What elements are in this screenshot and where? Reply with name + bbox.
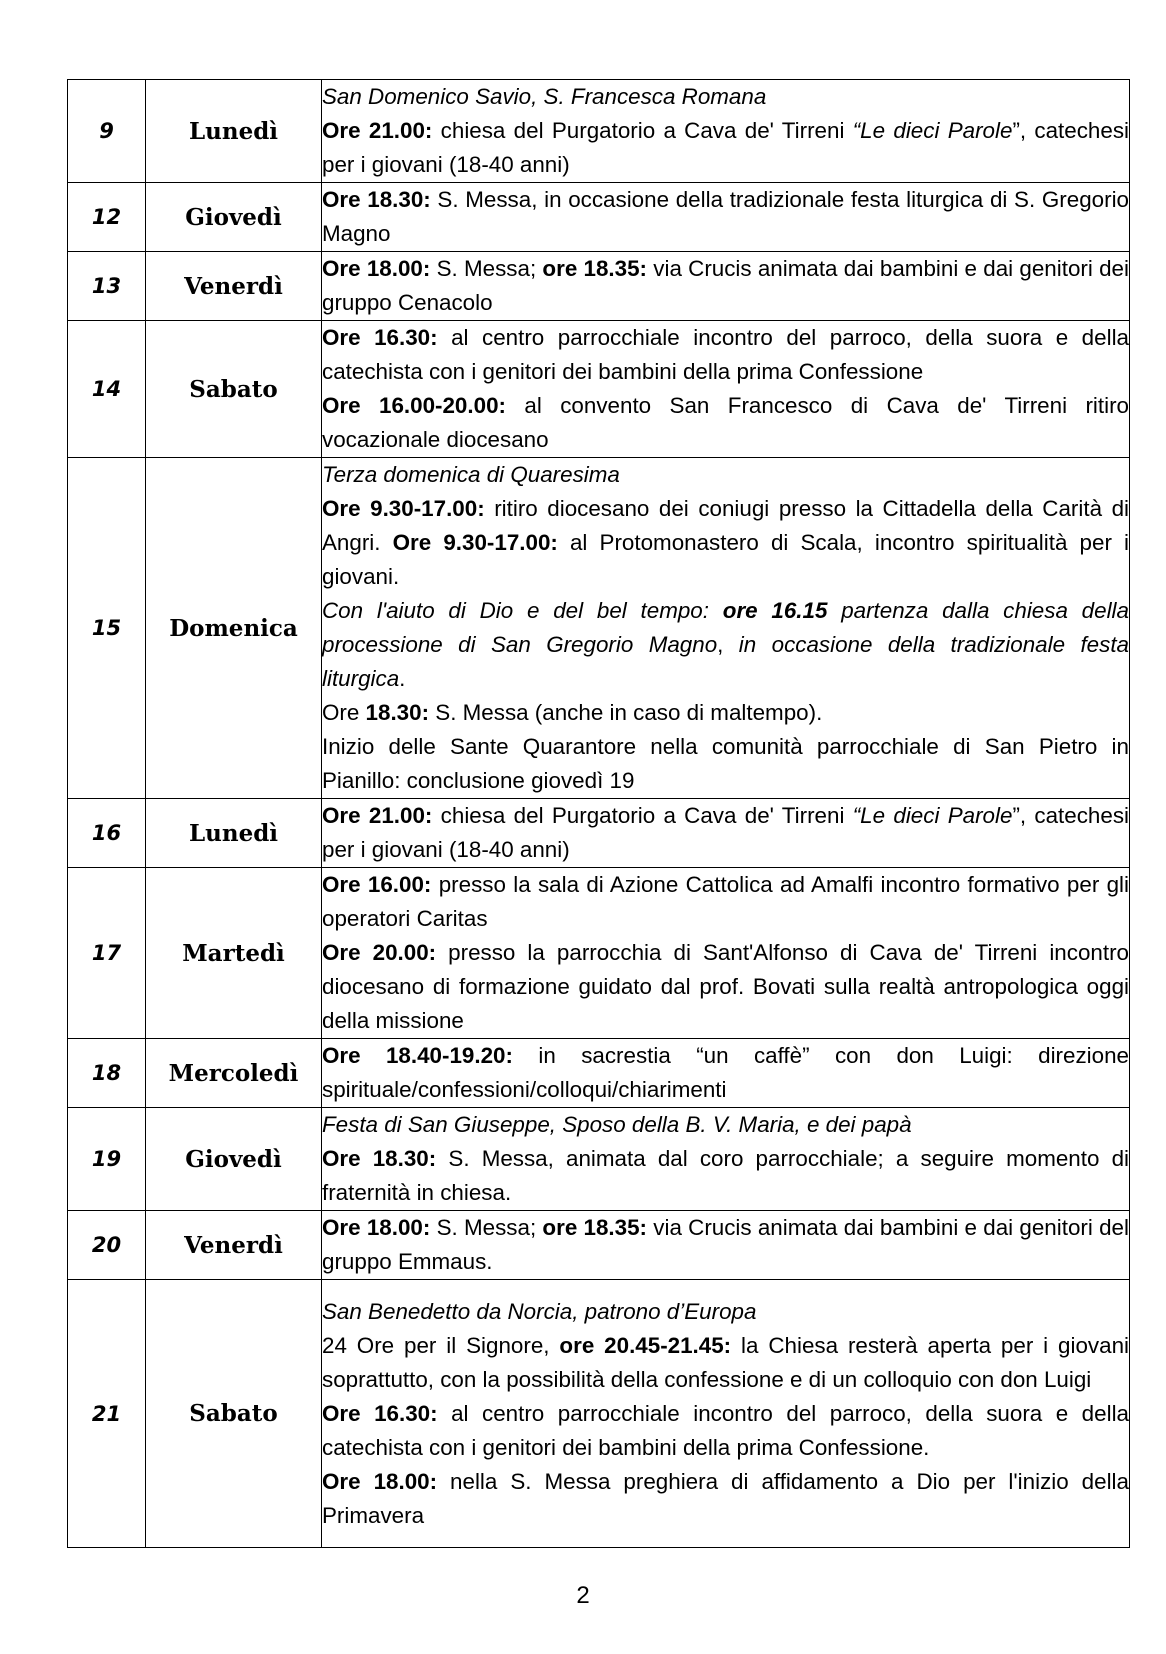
day-number: 16: [68, 799, 146, 868]
day-number: 15: [68, 458, 146, 799]
event-description: San Domenico Savio, S. Francesca Romana Ore 21.00: chiesa del Purgatorio a Cava de' Tirreni “Le dieci Parole”, catechesi per i giovani (18-40 anni): [322, 80, 1130, 183]
table-row: [68, 183, 1130, 252]
day-number: 13: [68, 252, 146, 321]
table-row: [68, 1280, 1130, 1548]
weekday: Giovedì: [146, 1108, 322, 1211]
day-number: 12: [68, 183, 146, 252]
table-row: [68, 80, 1130, 183]
weekday: Lunedì: [146, 80, 322, 183]
table-row: [68, 458, 1130, 799]
page-number: 2: [576, 1582, 590, 1609]
table-row: [68, 1108, 1130, 1211]
weekday: Mercoledì: [146, 1039, 322, 1108]
day-number: 19: [68, 1108, 146, 1211]
event-description: San Benedetto da Norcia, patrono d’Europa 24 Ore per il Signore, ore 20.45-21.45: la Chiesa resterà aperta per i giovani soprattutto, con la possibilità della confessione e di un colloquio con don Luigi Ore 16.30: al centro parrocchiale incontro del parroco, della suora e della catechista con i genitori dei bambini della prima Confessione. Ore 18.00: nella S. Messa preghiera di affidamento a Dio per l'inizio della Primavera: [322, 1280, 1130, 1548]
day-number: 14: [68, 321, 146, 458]
event-description: Ore 18.00: S. Messa; ore 18.35: via Crucis animata dai bambini e dai genitori del gruppo Emmaus.: [322, 1211, 1130, 1280]
day-number: 20: [68, 1211, 146, 1280]
event-description: Ore 18.00: S. Messa; ore 18.35: via Crucis animata dai bambini e dai genitori dei gruppo Cenacolo: [322, 252, 1130, 321]
table-row: [68, 1039, 1130, 1108]
weekday: Giovedì: [146, 183, 322, 252]
weekday: Venerdì: [146, 252, 322, 321]
event-description: Terza domenica di Quaresima Ore 9.30-17.00: ritiro diocesano dei coniugi presso la Cittadella della Carità di Angri. Ore 9.30-17.00: al Protomonastero di Scala, incontro spiritualità per i giovani. Con l'aiuto di Dio e del bel tempo: ore 16.15 partenza dalla chiesa della processione di San Gregorio Magno, in occasione della tradizionale festa liturgica. Ore 18.30: S. Messa (anche in caso di maltempo). Inizio delle Sante Quarantore nella comunità parrocchiale di San Pietro in Pianillo: conclusione giovedì 19: [322, 458, 1130, 799]
table-row: [68, 252, 1130, 321]
event-description: Ore 16.00: presso la sala di Azione Cattolica ad Amalfi incontro formativo per gli operatori Caritas Ore 20.00: presso la parrocchia di Sant'Alfonso di Cava de' Tirreni incontro diocesano di formazione guidato dal prof. Bovati sulla realtà antropologica oggi della missione: [322, 868, 1130, 1039]
event-description: Ore 18.30: S. Messa, in occasione della tradizionale festa liturgica di S. Gregorio Magno: [322, 183, 1130, 252]
table-row: [68, 868, 1130, 1039]
calendar-table: [67, 79, 1130, 1548]
event-description: Ore 21.00: chiesa del Purgatorio a Cava de' Tirreni “Le dieci Parole”, catechesi per i giovani (18-40 anni): [322, 799, 1130, 868]
event-description: Ore 16.30: al centro parrocchiale incontro del parroco, della suora e della catechista con i genitori dei bambini della prima Confessione Ore 16.00-20.00: al convento San Francesco di Cava de' Tirreni ritiro vocazionale diocesano: [322, 321, 1130, 458]
calendar-body: [68, 80, 1130, 1548]
day-number: 17: [68, 868, 146, 1039]
weekday: Domenica: [146, 458, 322, 799]
weekday: Lunedì: [146, 799, 322, 868]
weekday: Martedì: [146, 868, 322, 1039]
event-description: Ore 18.40-19.20: in sacrestia “un caffè” con don Luigi: direzione spirituale/confessioni/colloqui/chiarimenti: [322, 1039, 1130, 1108]
day-number: 9: [68, 80, 146, 183]
day-number: 21: [68, 1280, 146, 1548]
table-row: [68, 1211, 1130, 1280]
weekday: Sabato: [146, 1280, 322, 1548]
table-row: [68, 321, 1130, 458]
table-row: [68, 799, 1130, 868]
event-description: Festa di San Giuseppe, Sposo della B. V. Maria, e dei papà Ore 18.30: S. Messa, animata dal coro parrocchiale; a seguire momento di fraternità in chiesa.: [322, 1108, 1130, 1211]
weekday: Sabato: [146, 321, 322, 458]
day-number: 18: [68, 1039, 146, 1108]
weekday: Venerdì: [146, 1211, 322, 1280]
